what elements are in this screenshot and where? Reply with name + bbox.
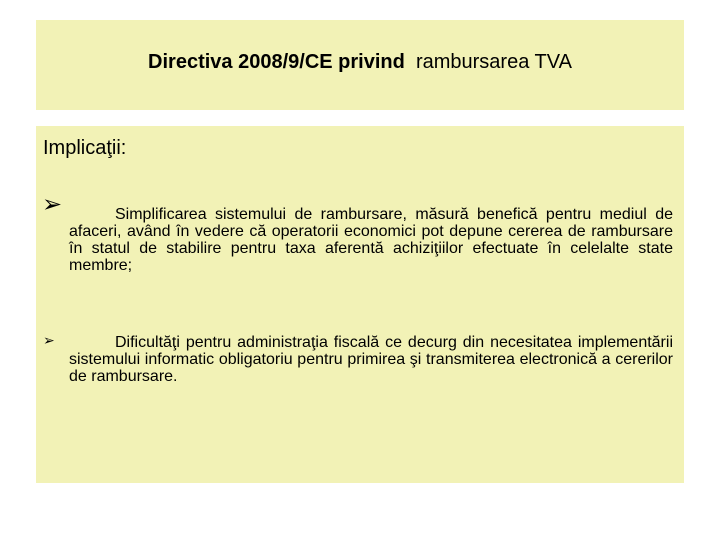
bullet-text: Dificultăţi pentru administraţia fiscală ce decurg din necesitatea implementării sistemului informatic obligatoriu pentru primirea şi transmiterea electronică a cererilor de rambursare.: [69, 334, 673, 385]
title-regular-part: rambursarea TVA: [404, 51, 572, 73]
bullet-text: Simplificarea sistemului de rambursare, măsură benefică pentru mediul de afaceri, având în vedere că operatorii economici pot depune cererea de rambursare în statul de stabilire pentru taxa aferentă achiziţiilor efectuate în celelalte state membre;: [69, 206, 673, 274]
arrow-bullet-icon: ➢: [43, 333, 55, 349]
slide-title: [148, 50, 572, 74]
bullet-item: [69, 334, 673, 385]
content-heading: Implicaţii:: [43, 137, 127, 159]
arrow-bullet-icon: ➢: [42, 190, 63, 218]
content-box: [36, 126, 684, 483]
bullet-item: [69, 206, 673, 274]
title-bold-part: Directiva 2008/9/CE privind: [148, 51, 405, 73]
title-box: [36, 20, 684, 110]
